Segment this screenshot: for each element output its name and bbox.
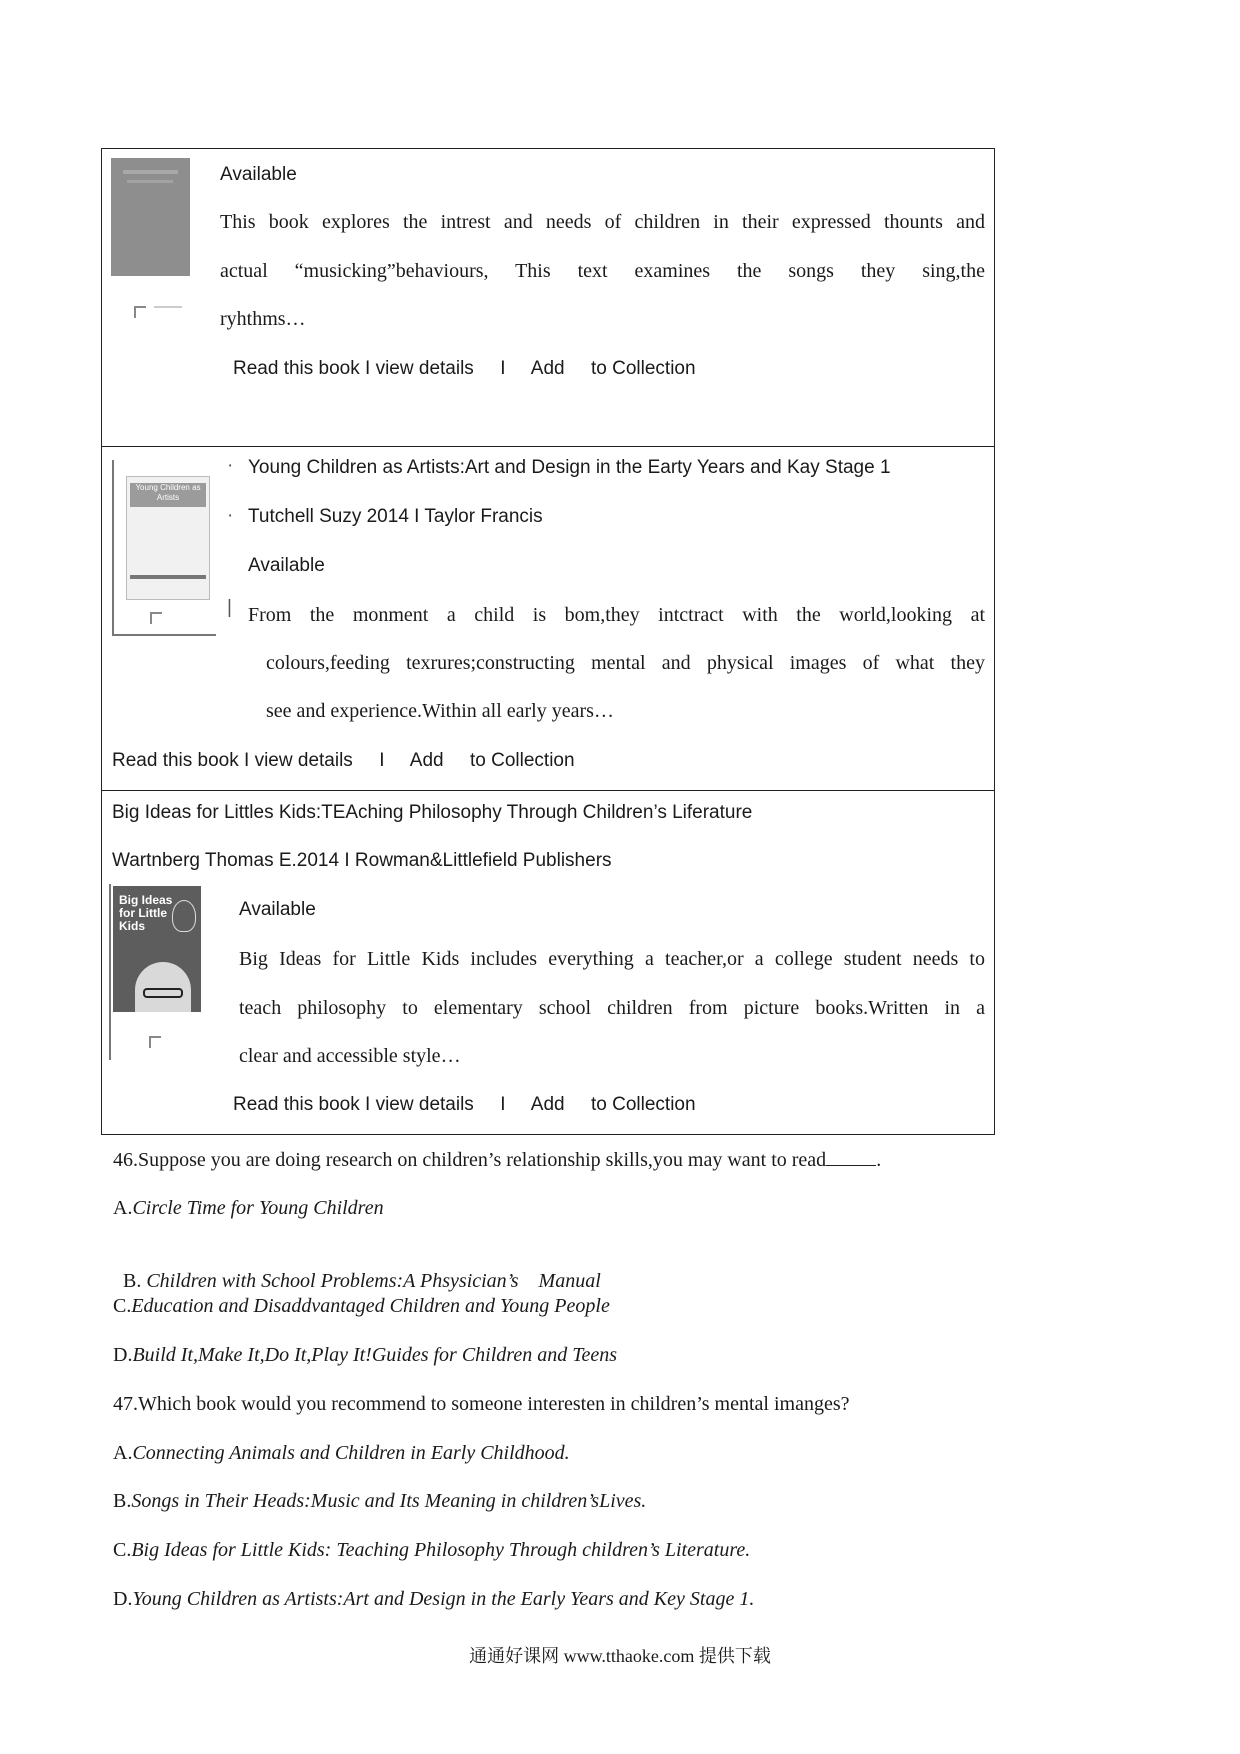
book-description-line: From the monment a child is bom,they intctract with the world,looking at (248, 604, 985, 626)
book-description-line: clear and accessible style… (239, 1045, 461, 1067)
book-description-line: teach philosophy to elementary school children from picture books.Written in a (239, 997, 985, 1019)
option-47-c[interactable]: C.Big Ideas for Little Kids: Teaching Philosophy Through children’s Literature. (113, 1539, 751, 1561)
option-46-a[interactable]: A.Circle Time for Young Children (113, 1197, 384, 1219)
book-title[interactable]: Big Ideas for Littles Kids:TEAching Philosophy Through Children’s Liferature (112, 802, 753, 823)
book-description-line: colours,feeding texrures;constructing mental and physical images of what they (266, 652, 985, 674)
book-entry-2: Young Children as Artists · · | Young Children as Artists:Art and Design in the Earty Years and Kay Stage 1 Tutchell Suzy 2014 I Taylor Francis Available From the monment a child is bom,they intctract with the world,looking at colours,feeding texrures;constructing mental and physical images of what they see and experience.Within all early years… Read this book I view details I Add to Collection (101, 446, 995, 791)
question-stem-end: . (876, 1149, 882, 1171)
book-entry-3 (101, 790, 995, 1135)
book-actions[interactable]: Read this book I view details I Add to Collection (112, 750, 575, 771)
option-46-d[interactable]: D.Build It,Make It,Do It,Play It!Guides for Children and Teens (113, 1344, 618, 1366)
answer-blank (826, 1147, 876, 1166)
checkbox-icon[interactable] (150, 612, 162, 624)
book-actions[interactable]: Read this book I view details I Add to Collection (233, 1094, 696, 1115)
book-author: Wartnberg Thomas E.2014 I Rowman&Littlefield Publishers (112, 850, 612, 871)
availability-status: Available (239, 899, 316, 920)
book-description-line: ryhthms… (220, 308, 306, 330)
question-stem: 46.Suppose you are doing research on children’s relationship skills,you may want to read (113, 1149, 827, 1171)
book-description-line: actual “musicking”behaviours, This text examines the songs they sing,the (220, 260, 985, 282)
book-cover-thumbnail[interactable] (111, 158, 190, 276)
question-46 (113, 1147, 881, 1172)
book-description-line: This book explores the intrest and needs of children in their expressed thounts and (220, 211, 985, 233)
availability-status: Available (220, 164, 297, 185)
cover-title: Young Children as Artists (130, 483, 206, 507)
book-description-line: Big Ideas for Little Kids includes everything a teacher,or a college student needs to (239, 948, 985, 970)
book-actions[interactable]: Read this book I view details I Add to Collection (233, 358, 696, 379)
book-title[interactable]: Young Children as Artists:Art and Design in the Earty Years and Kay Stage 1 (248, 457, 891, 478)
option-46-b[interactable]: B. Children with School Problems:A Phsysician’s Manual (123, 1270, 601, 1292)
option-46-c[interactable]: C.Education and Disaddvantaged Children and Young People (113, 1295, 610, 1317)
book-cover-thumbnail[interactable] (109, 884, 201, 1060)
book-cover-thumbnail[interactable] (112, 460, 216, 636)
question-47: 47.Which book would you recommend to someone interesten in children’s mental imanges? (113, 1393, 850, 1415)
book-author: Tutchell Suzy 2014 I Taylor Francis (248, 506, 543, 527)
option-47-d[interactable]: D.Young Children as Artists:Art and Design in the Early Years and Key Stage 1. (113, 1588, 755, 1610)
option-47-b[interactable]: B.Songs in Their Heads:Music and Its Meaning in children’sLives. (113, 1490, 647, 1512)
option-47-a[interactable]: A.Connecting Animals and Children in Early Childhood. (113, 1442, 570, 1464)
book-entry-1 (101, 148, 995, 447)
lightbulb-icon (172, 900, 196, 932)
availability-status: Available (248, 555, 325, 576)
cover-title: Big Ideas for Little Kids (119, 893, 173, 933)
checkbox-icon[interactable] (134, 306, 146, 318)
page-footer: 通通好课网 www.tthaoke.com 提供下载 (469, 1646, 771, 1666)
checkbox-icon[interactable] (149, 1036, 161, 1048)
book-description-line: see and experience.Within all early years… (266, 700, 614, 722)
